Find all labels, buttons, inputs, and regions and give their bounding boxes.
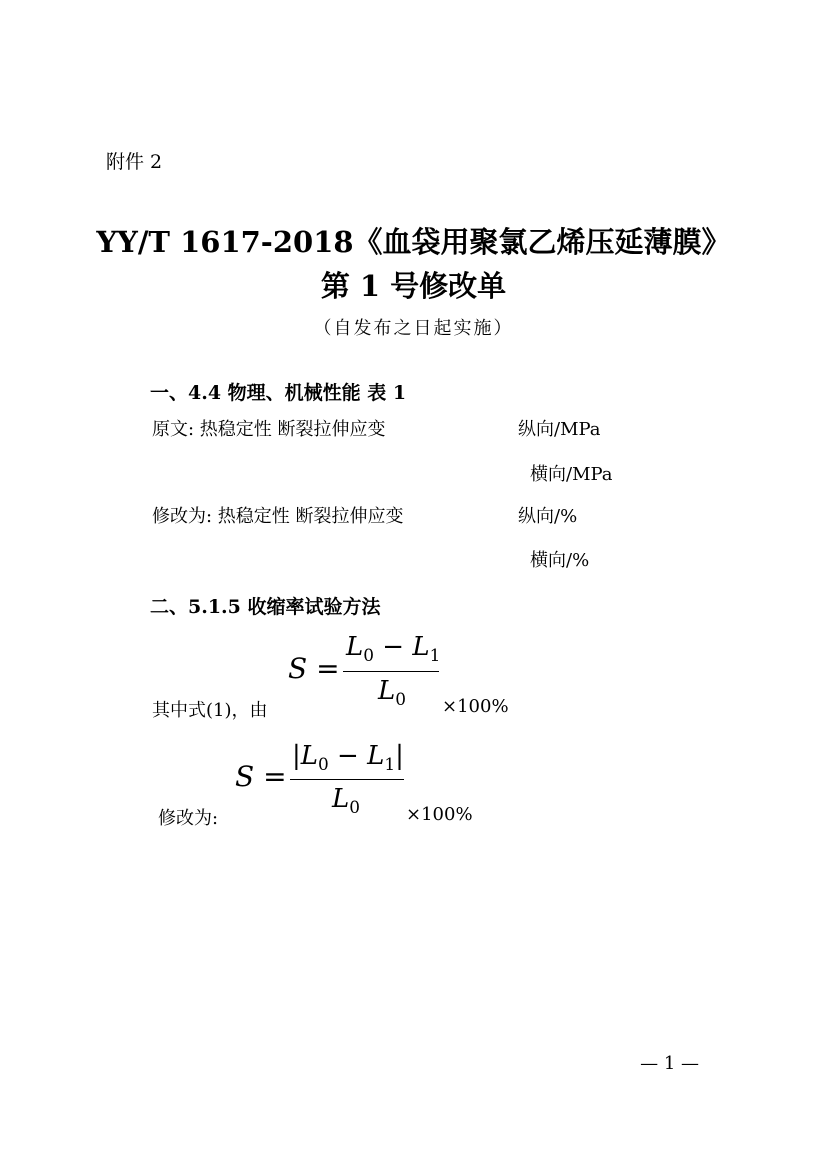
formula1-prefix: 其中式(1)，由: [152, 700, 268, 721]
document-subtitle: 第 1 号修改单: [320, 269, 507, 303]
formula2-suffix: ×100%: [406, 804, 473, 825]
formula1-lhs: S =: [288, 652, 340, 685]
attachment-label: 附件 2: [106, 151, 163, 173]
modified-vertical: 纵向/%: [518, 506, 578, 527]
formula2-numerator: $|L_0 - L_1|$: [292, 741, 404, 775]
modified-label: 修改为: 热稳定性 断裂拉伸应变: [152, 506, 404, 527]
section1-heading: 一、4.4 物理、机械性能 表 1: [150, 382, 407, 404]
section2-heading: 二、5.1.5 收缩率试验方法: [150, 596, 381, 618]
original-horizontal: 横向/MPa: [530, 464, 613, 485]
formula2-denominator: $L_0$: [332, 784, 361, 818]
modified-horizontal: 横向/%: [530, 550, 590, 571]
formula1-fraction-bar: [343, 671, 439, 672]
formula1-denominator: $L_0$: [378, 676, 407, 710]
formula2-lhs: S =: [235, 760, 287, 793]
document-title: YY/T 1617-2018《血袋用聚氯乙烯压延薄膜》: [96, 225, 731, 259]
page-number: — 1 —: [640, 1053, 699, 1074]
original-label: 原文: 热稳定性 断裂拉伸应变: [152, 419, 386, 440]
effective-note: （自发布之日起实施）: [313, 318, 514, 339]
formula2-prefix: 修改为:: [158, 808, 219, 829]
formula1-suffix: ×100%: [442, 696, 509, 717]
formula2-fraction-bar: [290, 779, 404, 780]
original-vertical: 纵向/MPa: [518, 419, 601, 440]
formula1-numerator: $L_0 - L_1$: [346, 632, 441, 666]
